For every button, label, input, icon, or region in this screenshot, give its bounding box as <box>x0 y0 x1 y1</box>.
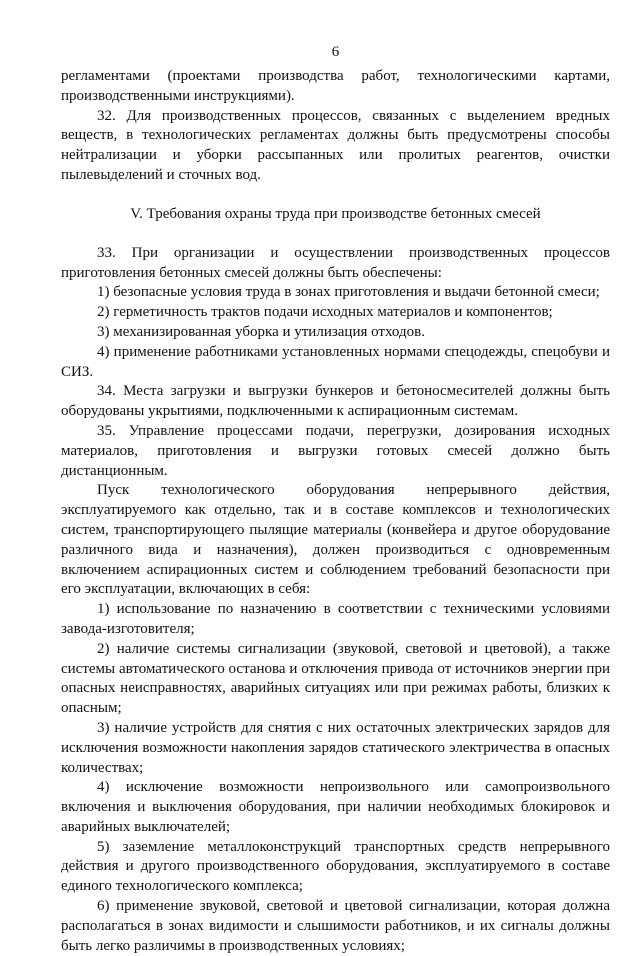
list-item-33-3: 3) механизированная уборка и утилизация отходов. <box>97 323 425 340</box>
list-item-33-1: 1) безопасные условия труда в зонах приготовления и выдачи бетонной смеси; <box>97 284 600 301</box>
list-item-35-6: 6) применение звуковой, световой и цветовой сигнализации, которая должна располагаться в зонах видимости и слышимости работников, и их сигналы должны быть легко различимы в производственных условиях; <box>61 898 610 954</box>
paragraph-33: 33. При организации и осуществлении производственных процессов приготовления бетонных смесей должны быть обеспечены: <box>61 244 610 281</box>
list-item-35-4: 4) исключение возможности непроизвольного или самопроизвольного включения и выключения оборудования, при наличии необходимых блокировок и аварийных выключателей; <box>61 779 610 835</box>
section-heading: V. Требования охраны труда при производстве бетонных смесей <box>130 205 541 222</box>
paragraph-34: 34. Места загрузки и выгрузки бункеров и бетоносмесителей должны быть оборудованы укрытиями, подключенными к аспирационным системам. <box>61 383 610 420</box>
paragraphs-after <box>61 244 610 956</box>
list-item-35-3: 3) наличие устройств для снятия с них остаточных электрических зарядов для исключения возможности накопления зарядов статического электричества в опасных количествах; <box>61 719 610 776</box>
list-item-33-4: 4) применение работниками установленных нормами спецодежды, спецобуви и СИЗ. <box>61 343 610 380</box>
paragraph-32: 32. Для производственных процессов, связанных с выделением вредных веществ, в технологических регламентах должны быть предусмотрены способы нейтрализации и уборки рассыпанных или пролитых реагентов, очистки пылевыделений и сточных вод. <box>61 107 610 183</box>
list-item-35-5: 5) заземление металлоконструкций транспортных средств непрерывного действия и другого производственного оборудования, эксплуатируемого в составе единого технологического комплекса; <box>61 838 610 895</box>
page-number: 6 <box>331 44 340 60</box>
list-item-33-2: 2) герметичность трактов подачи исходных материалов и компонентов; <box>97 304 553 321</box>
paragraph-35: 35. Управление процессами подачи, перегрузки, дозирования исходных материалов, приготовления и выгрузки готовых смесей должно быть дистанционным. <box>61 422 610 479</box>
paragraph-equipment-start: Пуск технологического оборудования непрерывного действия, эксплуатируемого как отдельно, так и в составе комплексов и технологических систем, транспортирующего пылящие материалы (конвейера и другое оборудование различного вида и назначения), должен производиться с одновременным включением аспирационных систем и соблюдением требований безопасности при его эксплуатации, включающих в себя: <box>61 482 610 598</box>
paragraphs-before <box>61 67 610 186</box>
list-item-35-1: 1) использование по назначению в соответствии с техническими условиями завода-изготовителя; <box>61 601 610 637</box>
paragraph-continuation: регламентами (проектами производства работ, технологическими картами, производственными инструкциями). <box>61 68 610 104</box>
list-item-35-2: 2) наличие системы сигнализации (звуковой, световой и цветовой), а также системы автоматического останова и отключения привода от источников энергии при опасных неисправностях, аварийных ситуациях или при режимах работы, близких к опасным; <box>61 640 610 717</box>
